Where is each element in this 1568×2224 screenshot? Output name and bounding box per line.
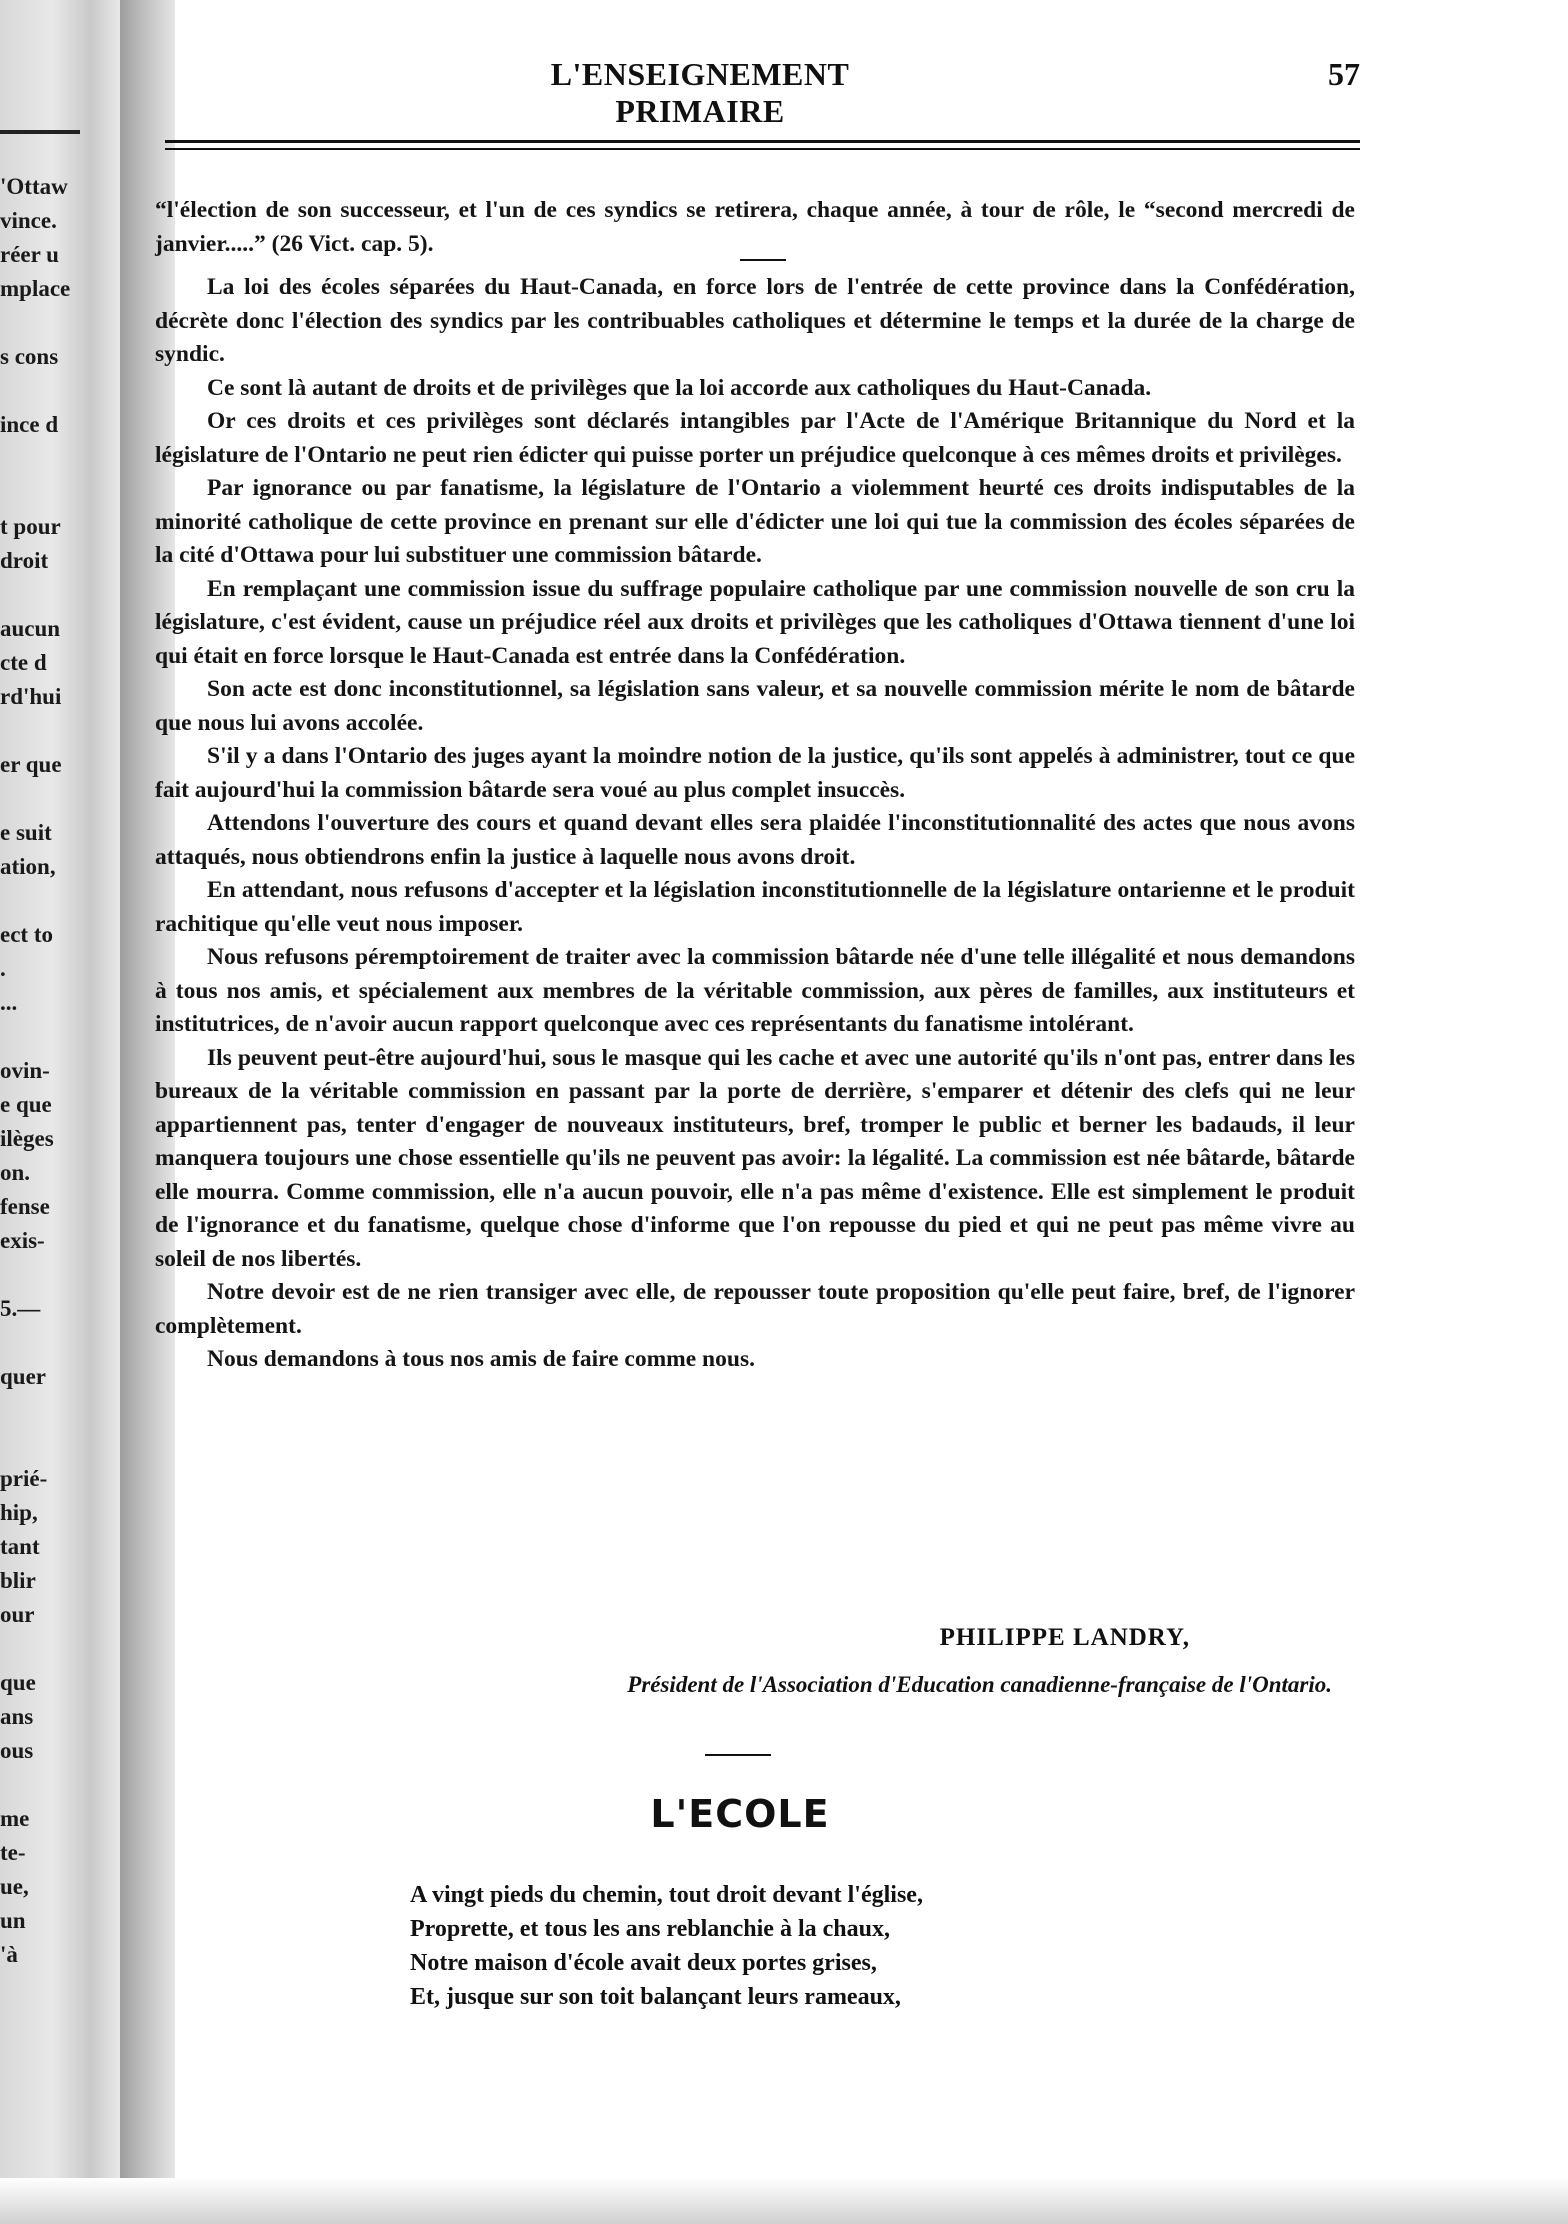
poem-line: A vingt pieds du chemin, tout droit devant l'église, (410, 1882, 923, 1908)
previous-page-fragment (0, 1768, 95, 1802)
previous-page-fragment: ... (0, 990, 18, 1015)
previous-page-fragment (0, 306, 95, 340)
article-paragraph: En attendant, nous refusons d'accepter et la législation inconstitutionnelle de la législature ontarienne et le produit rachitique qu'elle veut nous imposer. (155, 877, 1355, 937)
section-divider (705, 1754, 771, 1756)
previous-page-fragment: 'à (0, 1942, 18, 1967)
previous-page-fragment: fense (0, 1194, 50, 1219)
previous-page-fragment: er que (0, 752, 62, 777)
previous-page-fragment: réer u (0, 242, 59, 267)
poem-line: Proprette, et tous les ans reblanchie à la chaux, (410, 1916, 890, 1942)
article-paragraph: S'il y a dans l'Ontario des juges ayant la moindre notion de la justice, qu'ils sont appelés à administrer, tout ce que fait aujourd'hui la commission bâtarde sera voué au plus complet insuccès. (155, 743, 1355, 803)
poem-body (410, 1878, 1210, 2014)
previous-page-column (0, 170, 95, 1972)
poem-line: Notre maison d'école avait deux portes grises, (410, 1950, 877, 1976)
previous-page-fragment: ilèges (0, 1126, 54, 1151)
previous-page-fragment (0, 1020, 95, 1054)
previous-page-fragment (0, 1428, 95, 1462)
previous-page-fragment: e que (0, 1092, 52, 1117)
previous-page-fragment: exis- (0, 1228, 45, 1253)
article-paragraph: Ce sont là autant de droits et de privilèges que la loi accorde aux catholiques du Haut-Canada. (207, 374, 1152, 401)
header-rule (165, 140, 1360, 143)
previous-page-fragment: que (0, 1670, 36, 1695)
previous-page-fragment (0, 714, 95, 748)
article-paragraph: Ils peuvent peut-être aujourd'hui, sous le masque qui les cache et avec une autorité qu'ils n'ont pas, entrer dans les bureaux de la véritable commission en passant par la porte de derrière, s'emparer et détenir des clefs qui ne leur appartiennent pas, tenter d'engager de nouveaux instituteurs, bref, tromper le public et berner les badauds, il leur manquera toujours une chose essentielle qu'ils ne peuvent pas avoir: la légalité. La commission est née bâtarde, bâtarde elle mourra. Comme commission, elle n'a aucun pouvoir, elle n'a pas même d'existence. Elle est simplement le produit de l'ignorance et du fanatisme, quelque chose d'informe que l'on repousse du pied et qui ne peut pas même vivre au soleil de nos libertés. (155, 1044, 1355, 1272)
previous-page-fragment: s cons (0, 344, 59, 369)
previous-page-fragment: ect to (0, 922, 53, 947)
page-number: 57 (1328, 56, 1360, 92)
previous-page-rule (0, 130, 80, 134)
previous-page-fragment: ue, (0, 1874, 29, 1899)
quote-end-rule (740, 259, 786, 261)
previous-page-fragment: cte d (0, 650, 47, 675)
previous-page-fragment: e suit (0, 820, 52, 845)
article-paragraph: Son acte est donc inconstitutionnel, sa législation sans valeur, et sa nouvelle commission mérite le nom de bâtarde que nous lui avons accolée. (155, 676, 1355, 736)
previous-page-fragment: ince d (0, 412, 59, 437)
previous-page-fragment: ous (0, 1738, 34, 1763)
article-paragraph: Nous refusons péremptoirement de traiter avec la commission bâtarde née d'une telle illégalité et nous demandons à tous nos amis, et spécialement aux membres de la véritable commission, aux pères de familles, aux instituteurs et institutrices, de n'avoir aucun rapport quelconque avec ces représentants du fanatisme intolérant. (155, 944, 1355, 1037)
previous-page-fragment (0, 374, 95, 408)
article-paragraph: Notre devoir est de ne rien transiger avec elle, de repousser toute proposition qu'elle peut faire, bref, de l'ignorer complètement. (155, 1279, 1355, 1339)
previous-page-fragment: aucun (0, 616, 61, 641)
article-paragraph: Par ignorance ou par fanatisme, la législature de l'Ontario a violemment heurté ces droits indisputables de la minorité catholique de cette province en prenant sur elle d'édicter une loi qui tue la commission des écoles séparées de la cité d'Ottawa pour lui substituer une commission bâtarde. (155, 475, 1355, 568)
article-paragraph: “l'élection de son successeur, et l'un de ces syndics se retirera, chaque année, à tour de rôle, le “second mercredi de janvier.....” (26 Vict. cap. 5). (155, 197, 1355, 257)
article-body (155, 194, 1355, 1377)
signature-title: Président de l'Association d'Education canadienne-française de l'Ontario. (627, 1672, 1332, 1697)
previous-page-fragment: t pour (0, 514, 61, 539)
previous-page-fragment: blir (0, 1568, 36, 1593)
header-rule-double (165, 148, 1360, 150)
previous-page-fragment: 'Ottaw (0, 174, 68, 199)
page-bottom-edge (0, 2178, 1568, 2224)
signature-name: PHILIPPE LANDRY, (939, 1624, 1190, 1651)
previous-page-fragment (0, 1632, 95, 1666)
previous-page-fragment (0, 1326, 95, 1360)
article-paragraph: En remplaçant une commission issue du suffrage populaire catholique par une commission nouvelle de son cru la législature, c'est évident, cause un préjudice réel aux droits et privilèges que les catholiques d'Ottawa tiennent d'une loi qui était en force lorsque le Haut-Canada est entrée dans la Confédération. (155, 575, 1355, 669)
previous-page-fragment: ovin- (0, 1058, 50, 1083)
previous-page-fragment: hip, (0, 1500, 38, 1525)
previous-page-fragment: ation, (0, 854, 56, 879)
previous-page-fragment: me (0, 1806, 30, 1831)
previous-page-fragment: quer (0, 1364, 46, 1389)
page-header (160, 56, 1360, 129)
previous-page-fragment (0, 782, 95, 816)
previous-page-fragment (0, 1394, 95, 1428)
previous-page-fragment: vince. (0, 208, 57, 233)
article-paragraph: Attendons l'ouverture des cours et quand devant elles sera plaidée l'inconstitutionnalité des actes que nous avons attaqués, nous obtiendrons enfin la justice à laquelle nous avons droit. (155, 810, 1355, 870)
previous-page-fragment: prié- (0, 1466, 48, 1491)
article-paragraph: Or ces droits et ces privilèges sont déclarés intangibles par l'Acte de l'Amérique Britannique du Nord et la législature de l'Ontario ne peut rien édicter qui puisse porter un préjudice quelconque à ces mêmes droits et privilèges. (155, 408, 1355, 468)
previous-page-fragment: mplace (0, 276, 71, 301)
previous-page-fragment: 5.— (0, 1296, 41, 1321)
previous-page-fragment: te- (0, 1840, 26, 1865)
previous-page-fragment: rd'hui (0, 684, 62, 709)
previous-page-fragment: un (0, 1908, 26, 1933)
previous-page-fragment (0, 1258, 95, 1292)
previous-page-fragment (0, 578, 95, 612)
article-paragraph: La loi des écoles séparées du Haut-Canada, en force lors de l'entrée de cette province dans la Confédération, décrète donc l'élection des syndics par les contribuables catholiques et détermine le temps et la durée de la charge de syndic. (155, 274, 1355, 367)
previous-page-fragment: ans (0, 1704, 34, 1729)
previous-page-fragment: on. (0, 1160, 31, 1185)
previous-page-fragment: our (0, 1602, 35, 1627)
previous-page-fragment: . (0, 956, 6, 981)
poem-title: L'ECOLE (650, 1792, 830, 1836)
previous-page-fragment: tant (0, 1534, 40, 1559)
running-title: L'ENSEIGNEMENT PRIMAIRE (550, 56, 850, 129)
previous-page-fragment: droit (0, 548, 49, 573)
previous-page-fragment (0, 884, 95, 918)
article-paragraph: Nous demandons à tous nos amis de faire comme nous. (207, 1346, 755, 1372)
poem-line: Et, jusque sur son toit balançant leurs rameaux, (410, 1984, 901, 2010)
previous-page-fragment (0, 476, 95, 510)
previous-page-fragment (0, 442, 95, 476)
